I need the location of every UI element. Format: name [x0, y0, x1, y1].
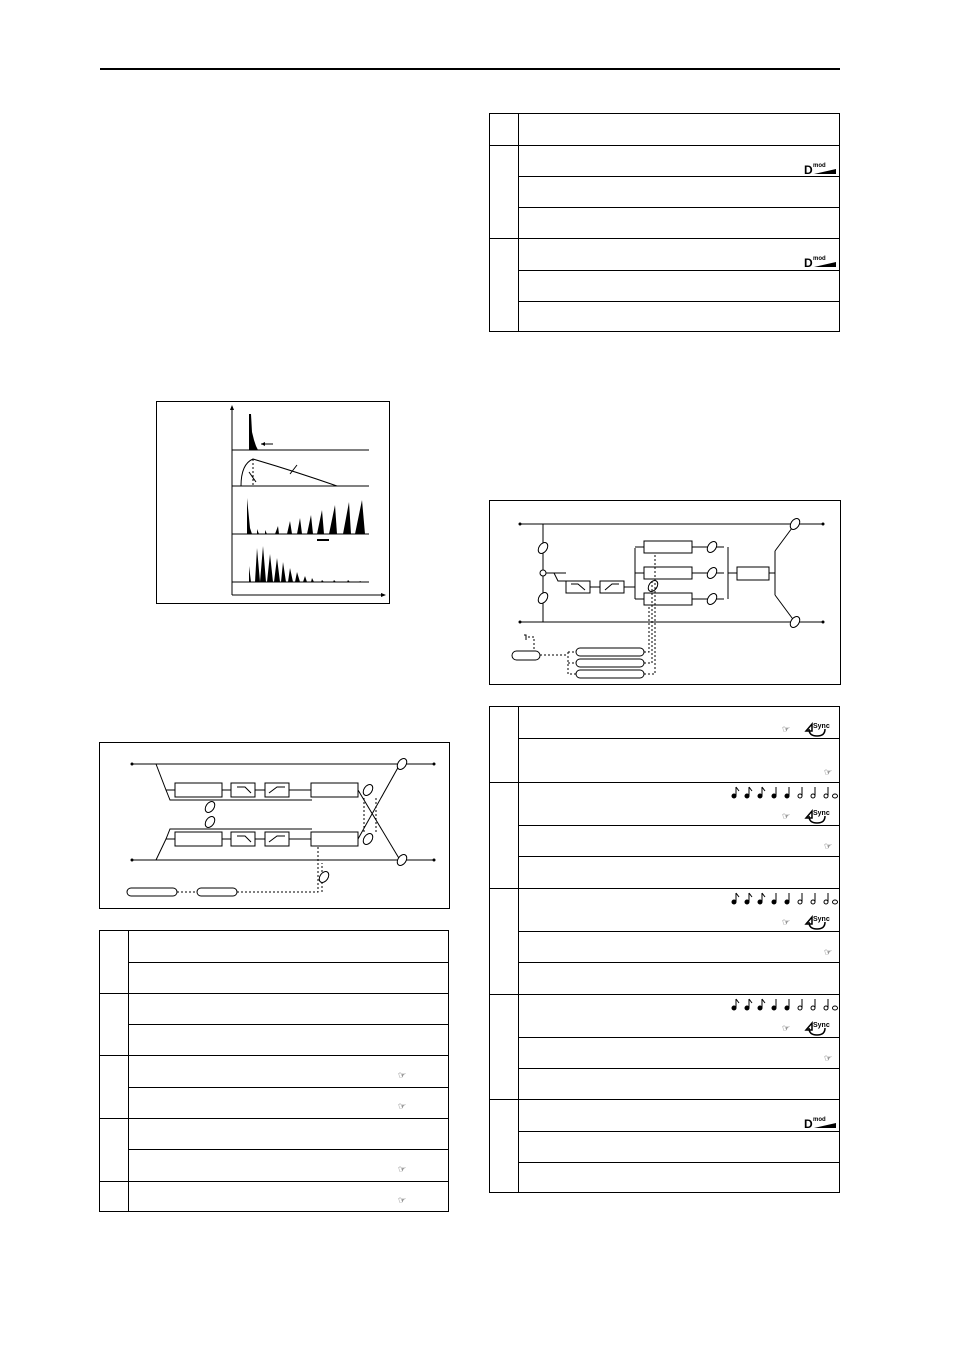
sync-icon [803, 914, 831, 930]
pointing-hand-icon: ☞ [824, 1053, 833, 1063]
note-values-icon [730, 785, 838, 799]
d-mod-icon [804, 254, 838, 268]
sync-icon [803, 721, 831, 737]
svg-text:Sync: Sync [813, 1022, 830, 1029]
sync-icon [803, 808, 831, 824]
reverse-envelope-figure [156, 401, 390, 604]
right-diagram-svg [490, 501, 840, 684]
pointing-hand-icon: ☞ [782, 917, 791, 927]
svg-text:D: D [804, 256, 813, 268]
svg-text:mod: mod [813, 256, 826, 262]
right-bottom-parameter-table [489, 706, 840, 1193]
right-top-parameter-table [489, 113, 840, 332]
svg-text:mod: mod [813, 163, 826, 169]
svg-text:Sync: Sync [813, 723, 830, 730]
header-rule [100, 68, 840, 70]
note-values-icon [730, 891, 838, 905]
envelope-figure-svg [157, 402, 389, 603]
left-block-diagram [99, 742, 450, 909]
svg-text:D: D [804, 1117, 813, 1129]
pointing-hand-icon: ☞ [824, 947, 833, 957]
sync-icon [803, 1020, 831, 1036]
svg-text:mod: mod [813, 1117, 826, 1123]
note-values-icon [730, 997, 838, 1011]
pointing-hand-icon: ☞ [398, 1101, 407, 1111]
pointing-hand-icon: ☞ [824, 841, 833, 851]
right-block-diagram [489, 500, 841, 685]
svg-text:Sync: Sync [813, 810, 830, 817]
pointing-hand-icon: ☞ [398, 1070, 407, 1080]
param-number-column [100, 931, 129, 1211]
decaying-spikes [249, 546, 362, 582]
d-mod-icon [804, 1115, 838, 1129]
pointing-hand-icon: ☞ [782, 1023, 791, 1033]
left-parameter-table [99, 930, 449, 1212]
param-number-column [490, 707, 519, 1192]
pointing-hand-icon: ☞ [398, 1164, 407, 1174]
svg-text:D: D [804, 163, 813, 175]
pointing-hand-icon: ☞ [782, 724, 791, 734]
pointing-hand-icon: ☞ [398, 1195, 407, 1205]
pointing-hand-icon: ☞ [782, 811, 791, 821]
param-number-column [490, 114, 519, 331]
svg-text:Sync: Sync [813, 916, 830, 923]
d-mod-icon [804, 161, 838, 175]
reverse-spikes [247, 498, 365, 534]
left-diagram-svg [100, 743, 449, 908]
pointing-hand-icon: ☞ [824, 767, 833, 777]
